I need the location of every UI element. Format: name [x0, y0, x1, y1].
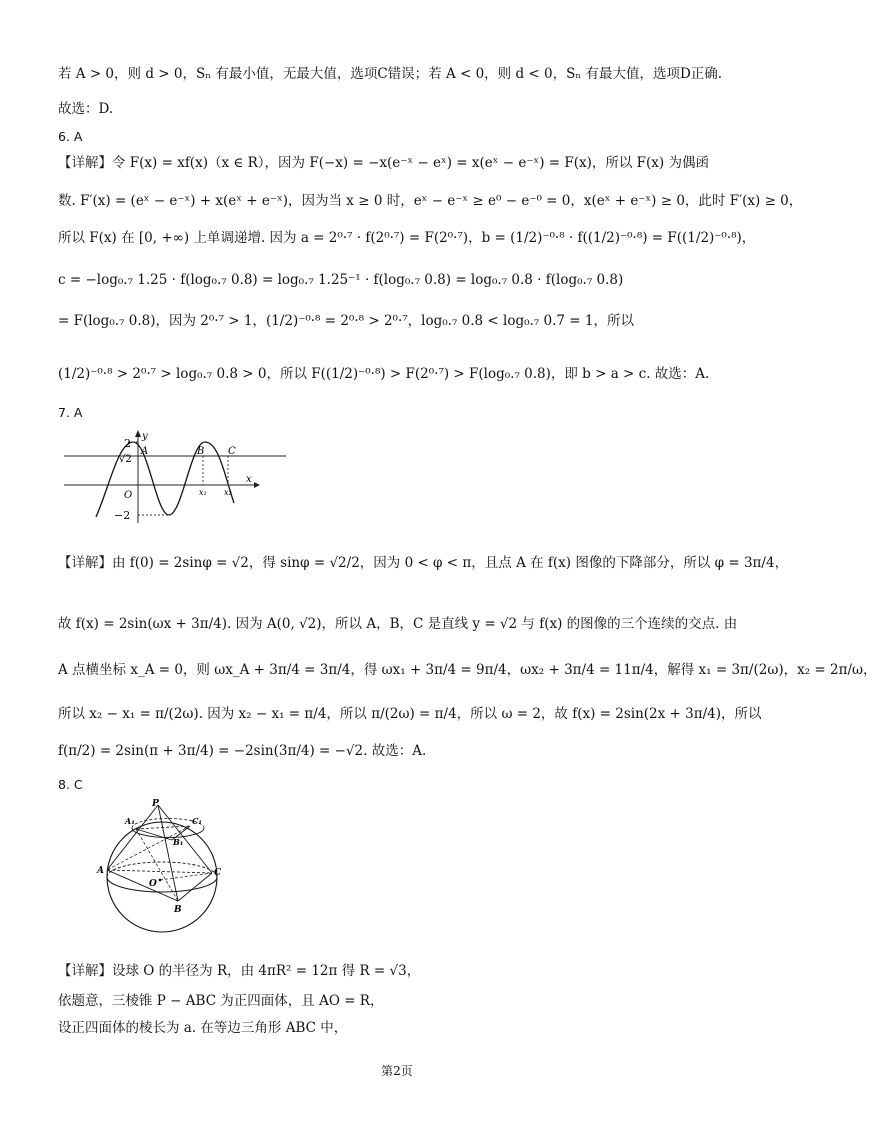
- vertex-label-C: C: [214, 868, 222, 878]
- tick-label-neg2: −2: [114, 509, 131, 522]
- text-line: 【详解】设球 O 的半径为 R，由 4πR² = 12π 得 R = √3，: [58, 963, 421, 979]
- vertex-label-B: B: [174, 905, 182, 915]
- x1-label: x₁: [199, 488, 207, 497]
- center-dot: [159, 879, 162, 882]
- text-line: 故 f(x) = 2sin(ωx + 3π/4). 因为 A(0, √2)，所以 A，B，C 是直线 y = √2 与 f(x) 的图像的三个连续的交点. 由: [58, 616, 738, 632]
- edge-PA: [107, 805, 158, 870]
- vertex-label-B1: B₁: [173, 837, 184, 847]
- equator-front: [107, 877, 217, 892]
- sine-graph-figure: [58, 425, 290, 525]
- edge-AC: [107, 870, 212, 873]
- edge-BC: [178, 873, 212, 901]
- text-line: A 点横坐标 x_A = 0，则 ωx_A + 3π/4 = 3π/4，得 ωx₁ + 3π/4 = 9π/4，ωx₂ + 3π/4 = 11π/4，解得 x₁ = 3π/(2ω)，x₂ = 2π/ω，: [58, 662, 877, 678]
- origin-label: O: [124, 490, 133, 501]
- page-footer: 第2页: [381, 1064, 413, 1078]
- edge-PB: [158, 805, 178, 901]
- x-axis-label: x: [246, 474, 252, 485]
- tick-label-sqrt2: √2: [119, 454, 132, 465]
- y-axis-label: y: [142, 431, 148, 442]
- point-label-B: B: [197, 446, 205, 457]
- small-circle-front: [132, 828, 204, 838]
- point-label-C: C: [228, 446, 236, 457]
- x2-label: x₂: [224, 488, 232, 497]
- text-line: 所以 F(x) 在 [0, +∞) 上单调递增. 因为 a = 2⁰·⁷ · f(2⁰·⁷) = F(2⁰·⁷)，b = (1/2)⁻⁰·⁸ · f((1/2)⁻⁰·⁸) = F((1/2)⁻⁰·⁸)，: [58, 230, 756, 246]
- text-line: 所以 x₂ − x₁ = π/(2ω). 因为 x₂ − x₁ = π/4，所以 π/(2ω) = π/4，所以 ω = 2，故 f(x) = 2sin(2x + 3π/4)，所以: [58, 706, 762, 722]
- tick-label-2: 2: [124, 437, 131, 450]
- question-number: 7. A: [58, 405, 83, 420]
- sphere-tetrahedron-figure: [92, 800, 242, 942]
- vertex-label-C1: C₁: [192, 816, 202, 826]
- question-number: 8. C: [58, 777, 83, 792]
- text-line: 数. F′(x) = (eˣ − e⁻ˣ) + x(eˣ + e⁻ˣ)，因为当 x ≥ 0 时，eˣ − e⁻ˣ ≥ e⁰ − e⁻⁰ = 0，x(eˣ + e⁻ˣ) ≥ 0，此时 F′(x) ≥ 0，: [58, 193, 803, 209]
- vertex-label-P: P: [152, 799, 159, 809]
- text-line: 依题意，三棱锥 P − ABC 为正四面体，且 AO = R，: [58, 993, 384, 1009]
- text-line: 设正四面体的棱长为 a. 在等边三角形 ABC 中，: [58, 1020, 348, 1036]
- sine-curve: [96, 442, 234, 517]
- vertex-label-A: A: [97, 866, 104, 876]
- y-axis-arrow: [135, 430, 141, 437]
- question-number: 6. A: [58, 129, 83, 144]
- text-line: f(π/2) = 2sin(π + 3π/4) = −2sin(3π/4) = −√2. 故选：A.: [58, 743, 427, 759]
- text-line: 若 A > 0，则 d > 0，Sₙ 有最小值，无最大值，选项C错误；若 A < 0，则 d < 0，Sₙ 有最大值，选项D正确.: [58, 66, 723, 82]
- x-axis-arrow: [254, 482, 260, 488]
- vertex-label-A1: A₁: [125, 816, 135, 826]
- text-line: = F(log₀.₇ 0.8)，因为 2⁰·⁷ > 1，(1/2)⁻⁰·⁸ = 2⁰·⁸ > 2⁰·⁷，log₀.₇ 0.8 < log₀.₇ 0.7 = 1，所以: [58, 313, 634, 329]
- point-label-A: A: [141, 446, 149, 457]
- text-line: 【详解】由 f(0) = 2sinφ = √2，得 sinφ = √2/2，因为 0 < φ < π，且点 A 在 f(x) 图像的下降部分，所以 φ = 3π/4，: [58, 555, 789, 571]
- text-line: c = −log₀.₇ 1.25 · f(log₀.₇ 0.8) = log₀.₇ 1.25⁻¹ · f(log₀.₇ 0.8) = log₀.₇ 0.8 · f(log₀.₇ 0.8): [58, 272, 624, 288]
- text-line: (1/2)⁻⁰·⁸ > 2⁰·⁷ > log₀.₇ 0.8 > 0，所以 F((1/2)⁻⁰·⁸) > F(2⁰·⁷) > F(log₀.₇ 0.8)，即 b > a > c. 故选：A.: [58, 366, 710, 382]
- text-line: 【详解】令 F(x) = xf(x)（x ∈ R），因为 F(−x) = −x(e⁻ˣ − eˣ) = x(eˣ − e⁻ˣ) = F(x)，所以 F(x) 为偶函: [58, 155, 709, 171]
- center-label-O: O: [149, 879, 157, 889]
- text-line: 故选：D.: [58, 101, 114, 117]
